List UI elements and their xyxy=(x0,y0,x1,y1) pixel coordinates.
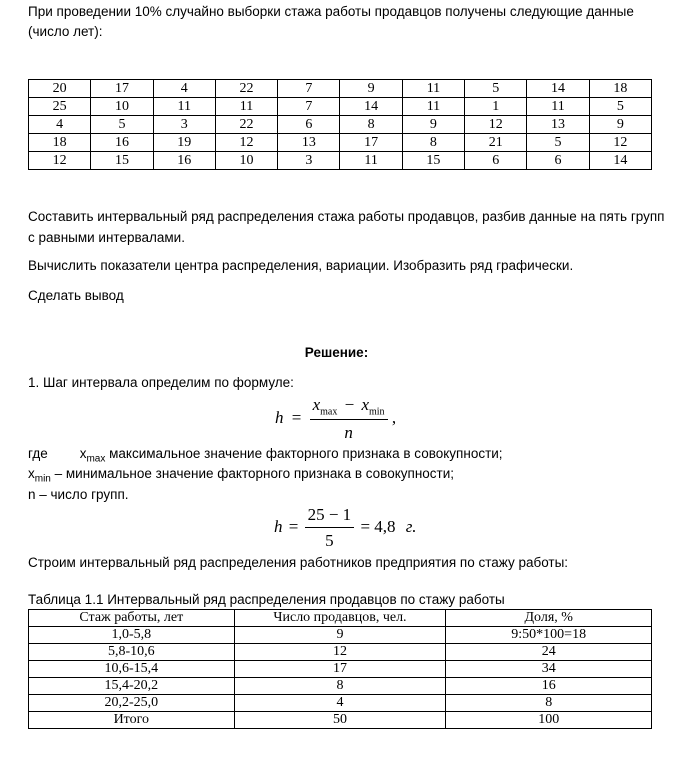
raw-data-table xyxy=(28,79,652,170)
data-cell: 22 xyxy=(215,80,277,98)
data-cell: 16 xyxy=(153,152,215,170)
formula-max-sub: max xyxy=(320,406,338,418)
calc-unit: г. xyxy=(405,516,417,536)
calc-numerator: 25 − 1 xyxy=(305,505,355,528)
table-row xyxy=(29,134,652,152)
column-header: Число продавцов, чел. xyxy=(234,610,446,627)
table-row xyxy=(29,695,652,712)
xmin-line xyxy=(28,466,454,485)
table-cell: 4 xyxy=(234,695,446,712)
data-cell: 17 xyxy=(91,80,153,98)
formula-comma: , xyxy=(391,408,397,428)
table-cell: 12 xyxy=(234,644,446,661)
data-cell: 13 xyxy=(278,134,340,152)
data-cell: 1 xyxy=(465,98,527,116)
table-row xyxy=(29,644,652,661)
task-text-3: Сделать вывод xyxy=(28,288,124,303)
data-cell: 25 xyxy=(29,98,91,116)
data-cell: 5 xyxy=(465,80,527,98)
data-cell: 11 xyxy=(340,152,402,170)
table-cell: 8 xyxy=(446,695,652,712)
calc-eq: = xyxy=(288,516,299,536)
table-row xyxy=(29,80,652,98)
data-cell: 12 xyxy=(29,152,91,170)
data-cell: 5 xyxy=(91,116,153,134)
interval-calc-formula xyxy=(274,505,416,551)
table-cell: 9:50*100=18 xyxy=(446,627,652,644)
calc-fraction xyxy=(305,505,355,551)
formula-numerator xyxy=(310,395,388,420)
table-cell: 24 xyxy=(446,644,652,661)
data-cell: 14 xyxy=(340,98,402,116)
formula-denominator: n xyxy=(344,423,353,443)
xmax-sub: max xyxy=(86,453,106,465)
data-cell: 15 xyxy=(402,152,464,170)
table-cell: 10,6-15,4 xyxy=(29,661,235,678)
table-cell: 1,0-5,8 xyxy=(29,627,235,644)
data-cell: 16 xyxy=(91,134,153,152)
data-cell: 4 xyxy=(29,116,91,134)
table-cell: 15,4-20,2 xyxy=(29,678,235,695)
table-row xyxy=(29,712,652,729)
table-cell: 8 xyxy=(234,678,446,695)
data-cell: 19 xyxy=(153,134,215,152)
data-cell: 3 xyxy=(278,152,340,170)
xmin-sub: min xyxy=(34,473,51,485)
data-cell: 13 xyxy=(527,116,589,134)
data-cell: 21 xyxy=(465,134,527,152)
xmin-desc: – минимальное значение факторного признака в совокупности; xyxy=(54,466,455,481)
data-cell: 5 xyxy=(589,98,651,116)
data-cell: 22 xyxy=(215,116,277,134)
table-cell: 9 xyxy=(234,627,446,644)
data-cell: 6 xyxy=(527,152,589,170)
data-cell: 10 xyxy=(215,152,277,170)
n-desc: n – число групп. xyxy=(28,487,129,502)
column-header: Стаж работы, лет xyxy=(29,610,235,627)
data-cell: 14 xyxy=(589,152,651,170)
data-cell: 20 xyxy=(29,80,91,98)
data-cell: 9 xyxy=(340,80,402,98)
data-cell: 6 xyxy=(465,152,527,170)
task-text-2: Вычислить показатели центра распределения, вариации. Изобразить ряд графически. xyxy=(28,258,574,273)
formula-fraction xyxy=(310,395,388,443)
data-cell: 17 xyxy=(340,134,402,152)
formula-x: x xyxy=(312,395,321,414)
column-header: Доля, % xyxy=(446,610,652,627)
formula-x2: x xyxy=(361,395,369,414)
data-cell: 8 xyxy=(402,134,464,152)
intro-text: При проведении 10% случайно выборки стажа работы продавцов получены следующие данные (число лет): xyxy=(28,4,634,39)
table-row xyxy=(29,98,652,116)
calc-denominator: 5 xyxy=(325,531,334,550)
formula-lhs: h xyxy=(275,408,284,428)
data-cell: 9 xyxy=(402,116,464,134)
calc-result: = 4,8 xyxy=(360,516,396,536)
data-cell: 7 xyxy=(278,80,340,98)
table-caption: Таблица 1.1 Интервальный ряд распределения продавцов по стажу работы xyxy=(28,592,505,607)
data-cell: 6 xyxy=(278,116,340,134)
formula-min-sub: min xyxy=(369,406,385,418)
data-cell: 18 xyxy=(589,80,651,98)
table-cell: 100 xyxy=(446,712,652,729)
data-cell: 12 xyxy=(589,134,651,152)
build-text: Строим интервальный ряд распределения работников предприятия по стажу работы: xyxy=(28,555,569,570)
data-cell: 10 xyxy=(91,98,153,116)
formula-minus: − xyxy=(344,395,355,414)
table-cell: 17 xyxy=(234,661,446,678)
table-row xyxy=(29,152,652,170)
table-cell: 5,8-10,6 xyxy=(29,644,235,661)
data-cell: 5 xyxy=(527,134,589,152)
formula-eq: = xyxy=(291,408,302,428)
solution-heading: Решение: xyxy=(304,345,369,360)
where-label: где xyxy=(28,446,48,461)
data-cell: 11 xyxy=(402,80,464,98)
data-cell: 18 xyxy=(29,134,91,152)
table-header-row xyxy=(29,610,652,627)
table-cell: 50 xyxy=(234,712,446,729)
data-cell: 7 xyxy=(278,98,340,116)
xmax-desc: максимальное значение факторного признака в совокупности; xyxy=(109,446,503,461)
data-cell: 12 xyxy=(215,134,277,152)
data-cell: 8 xyxy=(340,116,402,134)
where-line xyxy=(28,446,503,465)
data-cell: 12 xyxy=(465,116,527,134)
data-cell: 11 xyxy=(153,98,215,116)
xmax-var: x xyxy=(79,446,87,461)
calc-lhs: h xyxy=(274,516,283,536)
data-cell: 15 xyxy=(91,152,153,170)
table-cell: 16 xyxy=(446,678,652,695)
data-cell: 4 xyxy=(153,80,215,98)
data-cell: 11 xyxy=(527,98,589,116)
data-cell: 14 xyxy=(527,80,589,98)
data-cell: 11 xyxy=(402,98,464,116)
xmin-var: x xyxy=(28,466,35,481)
table-row xyxy=(29,627,652,644)
task-text-1: Составить интервальный ряд распределения стажа работы продавцов, разбив данные на пять групп с равными интервалами. xyxy=(28,209,665,245)
table-cell: Итого xyxy=(29,712,235,729)
table-cell: 34 xyxy=(446,661,652,678)
interval-formula xyxy=(275,395,396,443)
data-cell: 9 xyxy=(589,116,651,134)
data-cell: 11 xyxy=(215,98,277,116)
data-cell: 3 xyxy=(153,116,215,134)
table-cell: 20,2-25,0 xyxy=(29,695,235,712)
table-row xyxy=(29,678,652,695)
table-row xyxy=(29,116,652,134)
interval-distribution-table xyxy=(28,609,652,729)
step1-text: 1. Шаг интервала определим по формуле: xyxy=(28,375,294,390)
table-row xyxy=(29,661,652,678)
